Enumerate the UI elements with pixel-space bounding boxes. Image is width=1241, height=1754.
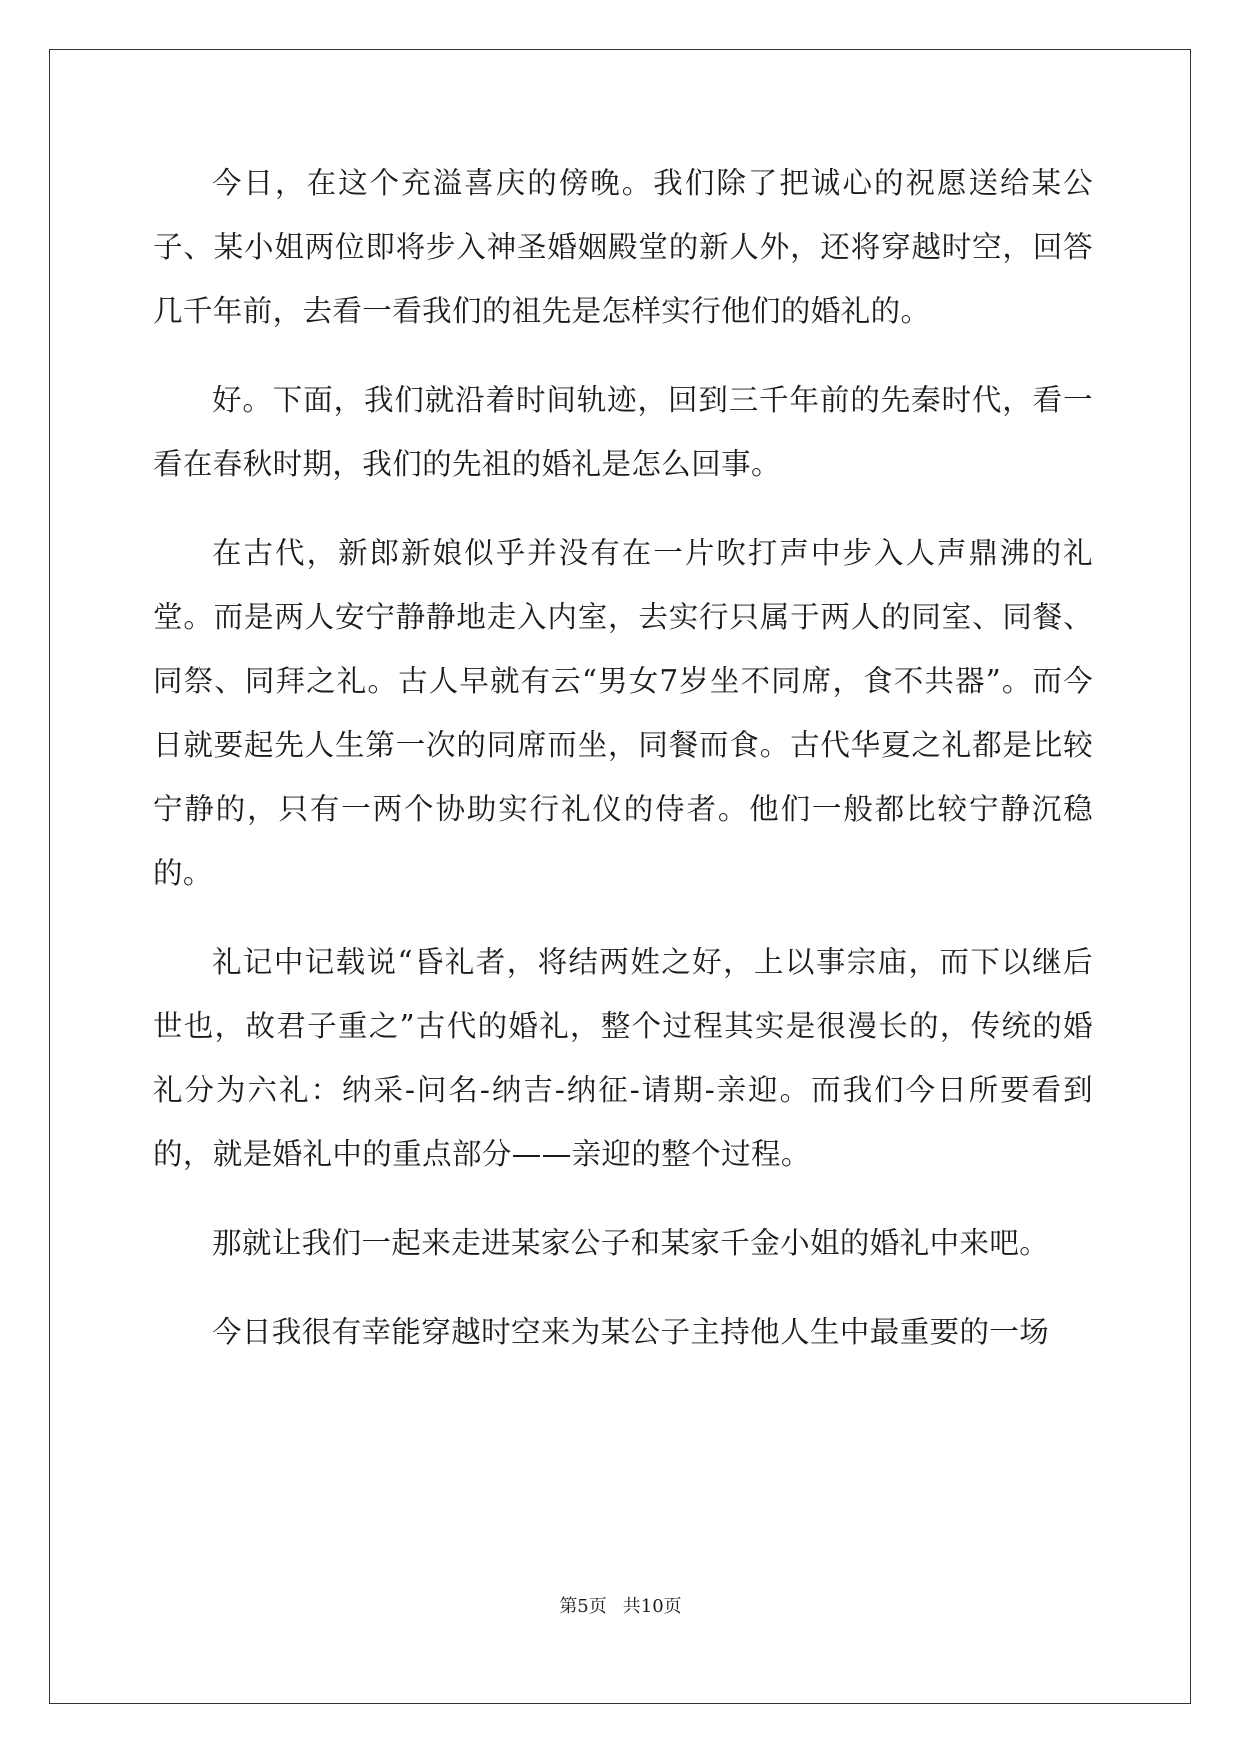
document-body bbox=[153, 151, 1093, 1389]
page-footer bbox=[0, 1592, 1241, 1618]
page-total: 共10页 bbox=[622, 1596, 682, 1617]
paragraph: 礼记中记载说“昏礼者，将结两姓之好，上以事宗庙，而下以继后世也，故君子重之”古代的婚礼，整个过程其实是很漫长的，传统的婚礼分为六礼：纳采-问名-纳吉-纳征-请期-亲迎。而我们今日所要看到的，就是婚礼中的重点部分——亲迎的整个过程。 bbox=[153, 945, 1093, 1171]
paragraph: 今日，在这个充溢喜庆的傍晚。我们除了把诚心的祝愿送给某公子、某小姐两位即将步入神圣婚姻殿堂的新人外，还将穿越时空，回答几千年前，去看一看我们的祖先是怎样实行他们的婚礼的。 bbox=[153, 166, 1093, 328]
paragraph: 那就让我们一起来走进某家公子和某家千金小姐的婚礼中来吧。 bbox=[212, 1226, 1050, 1260]
paragraph: 今日我很有幸能穿越时空来为某公子主持他人生中最重要的一场 bbox=[212, 1315, 1050, 1349]
paragraph: 在古代，新郎新娘似乎并没有在一片吹打声中步入人声鼎沸的礼堂。而是两人安宁静静地走入内室，去实行只属于两人的同室、同餐、同祭、同拜之礼。古人早就有云“男女7岁坐不同席，食不共器”。而今日就要起先人生第一次的同席而坐，同餐而食。古代华夏之礼都是比较宁静的，只有一两个协助实行礼仪的侍者。他们一般都比较宁静沉稳的。 bbox=[153, 536, 1093, 890]
page-number: 第5页 bbox=[559, 1596, 607, 1617]
paragraph: 好。下面，我们就沿着时间轨迹，回到三千年前的先秦时代，看一看在春秋时期，我们的先祖的婚礼是怎么回事。 bbox=[153, 383, 1093, 481]
